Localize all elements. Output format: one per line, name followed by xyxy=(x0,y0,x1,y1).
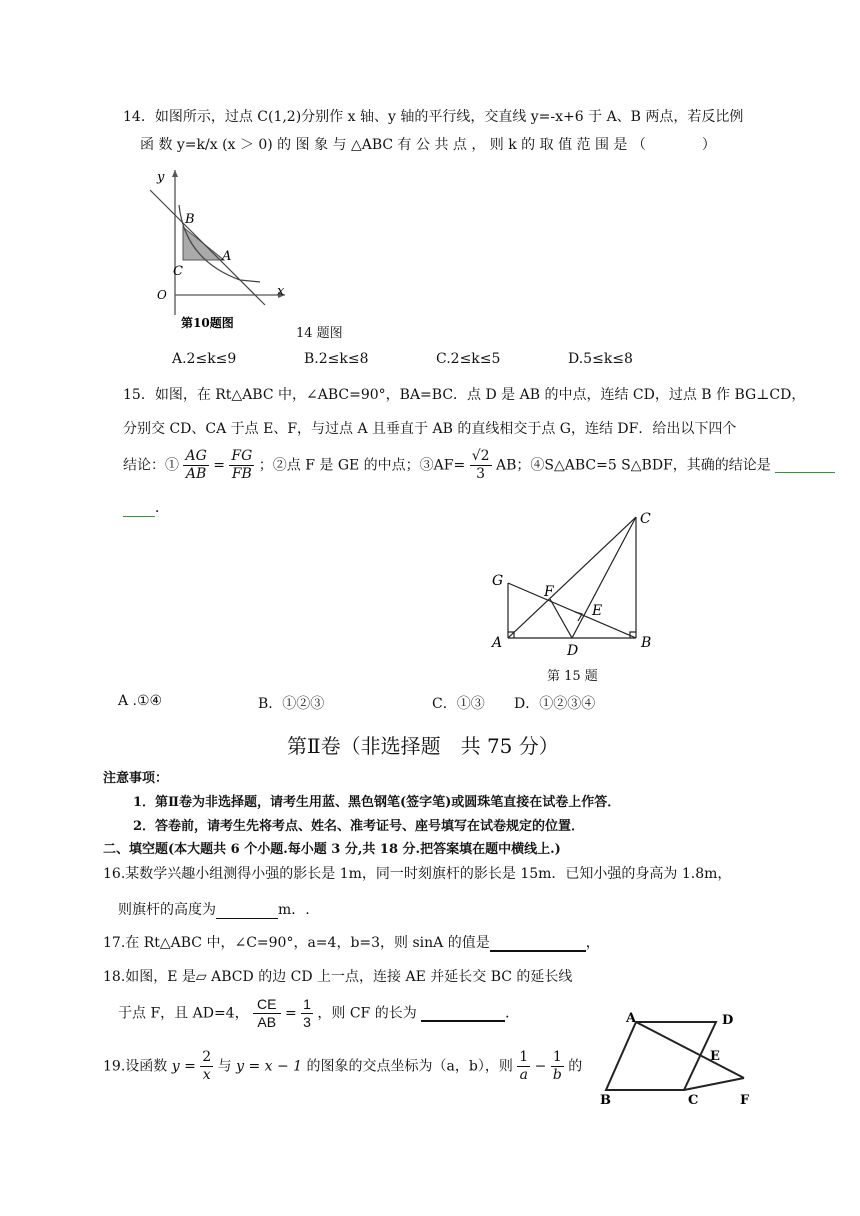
q15-label-g: G xyxy=(492,573,504,589)
q15-option-c: C．①③ xyxy=(432,696,485,712)
q19-line: 19.设函数 y = $\frac{2}{x}$ 与 y = x − 1 的图象的交点坐标为（a，b），则 $\frac{1}{a}$ − $\frac{1}{b}$ 的 xyxy=(103,1049,583,1083)
q14-figure xyxy=(145,165,295,335)
q15-conclusions xyxy=(123,448,835,483)
q14-label-b: B xyxy=(185,212,195,227)
q15-conclusion-suffix: AB；④S△ABC=5 S△BDF，其确的结论是 xyxy=(495,457,771,474)
q15-fig-caption: 第 15 题 xyxy=(547,669,598,684)
q18-fraction-ce-ab: $\frac{CE}{AB}$ xyxy=(253,996,280,1031)
q15-blank-end: ． xyxy=(123,497,169,517)
q17-answer-blank[interactable] xyxy=(490,936,586,952)
q15-f3-num: √2 xyxy=(471,448,490,464)
q16-answer-blank[interactable] xyxy=(216,904,278,919)
q16-line2: 则旗杆的高度为 m．. xyxy=(118,902,310,918)
section-title: 第Ⅱ卷（非选择题 共 75 分） xyxy=(287,734,559,758)
q18-figure xyxy=(596,1012,756,1107)
q18-line2: 于点 F，且 AD=4， $\frac{CE}{AB}$ = $\frac{1}{3}$ ，则 CF 的长为 ． xyxy=(118,996,520,1030)
q15-fraction-fg-fb xyxy=(229,448,254,483)
q19-fraction-1-b: $\frac{1}{b}$ xyxy=(552,1049,562,1083)
q14-label-o: O xyxy=(157,288,167,302)
notes-heading: 注意事项： xyxy=(103,771,169,786)
q18-label-e: E xyxy=(710,1049,720,1064)
q15-f1-num: AG xyxy=(185,448,207,464)
q15-answer-blank-cont[interactable] xyxy=(123,502,155,517)
q15-f1-den: AB xyxy=(185,466,207,482)
q19-fraction-2-x: $\frac{2}{x}$ xyxy=(202,1049,212,1083)
q15-fraction-ag-ab xyxy=(183,448,208,483)
q19-fraction-1-a: $\frac{1}{a}$ xyxy=(519,1049,529,1083)
part-2-heading: 二、填空题(本大题共 6 个小题.每小题 3 分,共 18 分.把答案填在题中横线上.) xyxy=(103,842,561,857)
q15-answer-blank[interactable] xyxy=(775,458,835,473)
q14-line2: 函 数 y=k/x (x ＞ 0) 的 图 象 与 △ABC 有 公 共 点 ， 则 k 的 取 值 范 围 是 （ ） xyxy=(140,137,716,153)
q18-answer-blank[interactable] xyxy=(421,1006,505,1022)
q14-label-y: y xyxy=(157,170,165,185)
q14-option-d: D.5≤k≤8 xyxy=(568,351,633,367)
q15-option-b: B．①②③ xyxy=(258,696,325,712)
q15-conclusion-mid: ；②点 F 是 GE 的中点；③AF= xyxy=(258,457,466,474)
q16-line1: 16.某数学兴趣小组测得小强的影长是 1m，同一时刻旗杆的影长是 15m．已知小强的身高为 1.8m， xyxy=(103,866,732,882)
note-2: 2．答卷前，请考生先将考点、姓名、准考证号、座号填写在试卷规定的位置． xyxy=(133,819,585,834)
q14-option-a: A.2≤k≤9 xyxy=(172,351,237,367)
q15-f2-num: FG xyxy=(231,448,253,464)
q14-label-c: C xyxy=(173,264,183,279)
q18-label-a: A xyxy=(626,1012,637,1026)
q15-fraction-sqrt2-3 xyxy=(470,448,492,483)
q15-option-a: A .①④ xyxy=(118,693,163,709)
q14-option-c: C.2≤k≤5 xyxy=(436,351,501,367)
q17-line: 17.在 Rt△ABC 中，∠C=90°，a=4，b=3，则 sinA 的值是 ， xyxy=(103,935,600,951)
q18-fraction-1-3: $\frac{1}{3}$ xyxy=(303,996,311,1030)
q15-equals: = xyxy=(213,457,225,474)
q15-line2: 分别交 CD、CA 于点 E、F，与过点 A 且垂直于 AB 的直线相交于点 G，连结 DF．给出以下四个 xyxy=(123,421,737,437)
q15-label-b: B xyxy=(641,635,652,651)
q18-label-b: B xyxy=(600,1093,611,1107)
q15-figure xyxy=(488,505,658,655)
q14-fig-caption-in: 第10题图 xyxy=(181,316,234,330)
q15-label-d: D xyxy=(567,643,579,655)
q15-label-e: E xyxy=(592,603,603,619)
q14-label-a: A xyxy=(222,249,232,264)
note-1: 1．第Ⅱ卷为非选择题，请考生用蓝、黑色钢笔(签字笔)或圆珠笔直接在试卷上作答． xyxy=(133,795,621,810)
q15-label-c: C xyxy=(640,511,651,527)
q18-label-f: F xyxy=(740,1093,750,1107)
q15-label-a: A xyxy=(492,635,503,651)
q14-line1: 14．如图所示，过点 C(1,2)分别作 x 轴、y 轴的平行线，交直线 y=-x+6 于 A、B 两点，若反比例 xyxy=(123,109,744,125)
q18-label-c: C xyxy=(688,1093,699,1107)
q15-label-f: F xyxy=(544,584,554,600)
q18-line1: 18.如图，E 是▱ ABCD 的边 CD 上一点，连接 AE 并延长交 BC 的延长线 xyxy=(103,969,573,985)
q15-f2-den: FB xyxy=(231,466,252,482)
q14-label-x: x xyxy=(277,284,285,299)
q15-conclusion-prefix: 结论：① xyxy=(123,457,179,474)
q15-option-d: D．①②③④ xyxy=(514,696,596,712)
q15-f3-den: 3 xyxy=(476,466,486,482)
q14-fig-caption: 14 题图 xyxy=(296,326,343,341)
q15-line1: 15．如图，在 Rt△ABC 中，∠ABC=90°，BA=BC．点 D 是 AB 的中点，连结 CD，过点 B 作 BG⊥CD， xyxy=(123,387,806,403)
q14-option-b: B.2≤k≤8 xyxy=(304,351,369,367)
q18-label-d: D xyxy=(722,1013,734,1028)
